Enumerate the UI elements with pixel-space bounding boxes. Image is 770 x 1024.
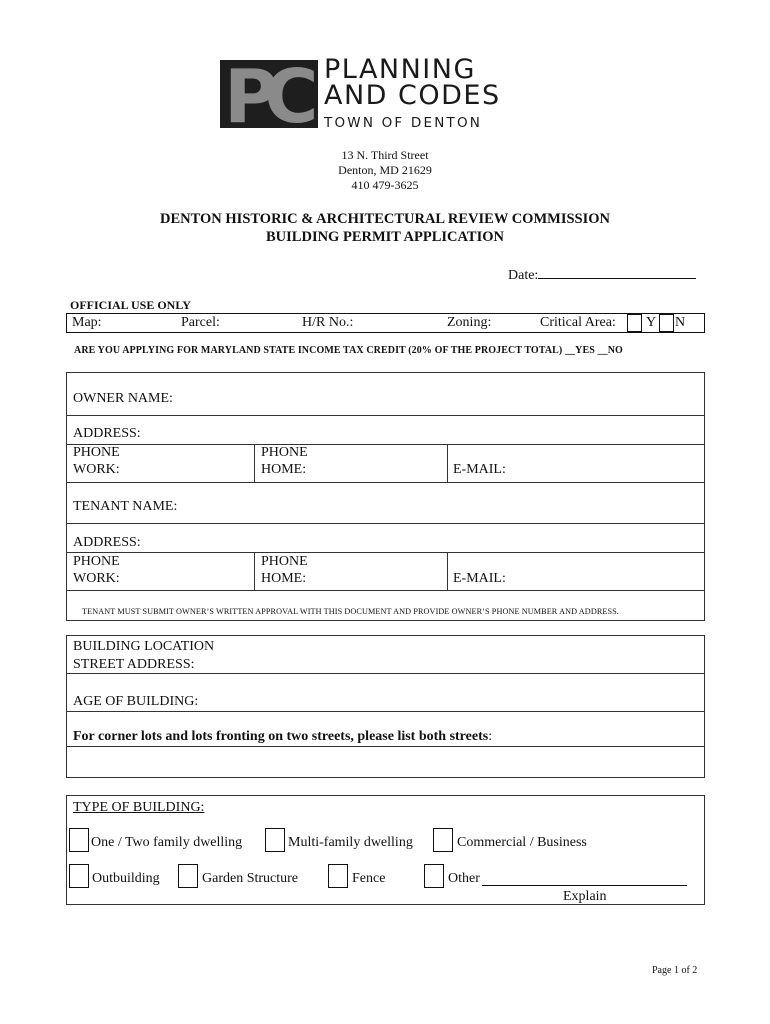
critical-area-yes-label: Y xyxy=(646,315,657,330)
date-line[interactable] xyxy=(538,266,696,279)
zoning-label: Zoning: xyxy=(447,315,492,330)
official-use-box xyxy=(66,313,705,333)
corner-lot-instruction xyxy=(73,728,492,745)
owner-tenant-section xyxy=(66,372,705,621)
divider xyxy=(67,590,704,591)
owner-name-label: OWNER NAME: xyxy=(73,391,173,406)
tenant-email-label: E-MAIL: xyxy=(453,571,506,586)
logo-line2: AND CODES xyxy=(324,80,501,111)
address-street: 13 N. Third Street xyxy=(341,148,429,162)
page-number: Page 1 of 2 xyxy=(652,965,698,976)
outbuilding-label: Outbuilding xyxy=(92,871,160,886)
tenant-address-label: ADDRESS: xyxy=(73,535,141,550)
commercial-business-label: Commercial / Business xyxy=(457,835,587,850)
divider xyxy=(67,552,704,553)
building-location-section xyxy=(66,635,705,778)
logo-line3: TOWN OF DENTON xyxy=(324,115,483,131)
owner-phone-home-label xyxy=(261,444,308,478)
home-label: HOME: xyxy=(261,571,307,586)
divider xyxy=(254,444,255,482)
divider xyxy=(67,673,704,674)
other-explain-line[interactable] xyxy=(482,885,687,886)
date-label: Date: xyxy=(508,268,539,283)
fence-label: Fence xyxy=(352,871,386,886)
phone-label: PHONE xyxy=(261,445,308,460)
building-location-heading: BUILDING LOCATION xyxy=(73,639,215,654)
type-of-building-heading: TYPE OF BUILDING: xyxy=(73,800,205,815)
other-label: Other xyxy=(448,871,480,886)
critical-area-yes-checkbox[interactable] xyxy=(627,314,642,332)
garden-structure-checkbox[interactable] xyxy=(178,864,198,888)
street-address-label: STREET ADDRESS: xyxy=(73,657,195,672)
divider xyxy=(67,482,704,483)
divider xyxy=(67,523,704,524)
tax-credit-question: ARE YOU APPLYING FOR MARYLAND STATE INCOME TAX CREDIT (20% OF THE PROJECT TOTAL) __YES __NO xyxy=(74,345,623,356)
owner-address-label: ADDRESS: xyxy=(73,426,141,441)
outbuilding-checkbox[interactable] xyxy=(69,864,89,888)
type-of-building-section xyxy=(66,795,705,905)
office-phone: 410 479-3625 xyxy=(351,178,419,192)
explain-label: Explain xyxy=(563,889,607,904)
critical-area-no-checkbox[interactable] xyxy=(659,314,674,332)
logo-wordmark xyxy=(324,54,501,131)
title-line1: DENTON HISTORIC & ARCHITECTURAL REVIEW COMMISSION xyxy=(160,211,610,227)
official-use-heading: OFFICIAL USE ONLY xyxy=(70,298,191,312)
divider xyxy=(67,444,704,445)
date-field[interactable] xyxy=(508,266,696,284)
one-two-family-checkbox[interactable] xyxy=(69,828,89,852)
logo-line1: PLANNING xyxy=(324,54,476,85)
pc-monogram-icon xyxy=(220,60,318,128)
phone-label: PHONE xyxy=(261,554,308,569)
phone-label: PHONE xyxy=(73,445,120,460)
divider xyxy=(67,711,704,712)
tenant-phone-home-label xyxy=(261,553,308,587)
other-checkbox[interactable] xyxy=(424,864,444,888)
office-address xyxy=(0,148,770,193)
owner-email-label: E-MAIL: xyxy=(453,462,506,477)
critical-area-no-label: N xyxy=(675,315,686,330)
planning-codes-logo xyxy=(220,54,560,132)
critical-area-label: Critical Area: xyxy=(540,315,616,330)
corner-lot-colon: : xyxy=(488,729,493,744)
divider xyxy=(67,415,704,416)
divider xyxy=(254,552,255,590)
corner-lot-text: For corner lots and lots fronting on two streets, please list both streets xyxy=(73,729,489,744)
map-label: Map: xyxy=(72,315,102,330)
svg-text:PC: PC xyxy=(224,60,305,128)
divider xyxy=(67,746,704,747)
one-two-family-label: One / Two family dwelling xyxy=(91,835,243,850)
form-title xyxy=(0,210,770,246)
divider xyxy=(447,444,448,482)
age-of-building-label: AGE OF BUILDING: xyxy=(73,694,199,709)
garden-structure-label: Garden Structure xyxy=(202,871,299,886)
phone-label: PHONE xyxy=(73,554,120,569)
work-label: WORK: xyxy=(73,571,120,586)
parcel-label: Parcel: xyxy=(181,315,220,330)
tenant-approval-note: TENANT MUST SUBMIT OWNER’S WRITTEN APPROVAL WITH THIS DOCUMENT AND PROVIDE OWNER’S PHONE NUMBER AND ADDRESS. xyxy=(82,607,619,616)
hr-no-label: H/R No.: xyxy=(302,315,354,330)
work-label: WORK: xyxy=(73,462,120,477)
tenant-name-label: TENANT NAME: xyxy=(73,499,178,514)
tenant-phone-work-label xyxy=(73,553,120,587)
address-city: Denton, MD 21629 xyxy=(338,163,432,177)
multi-family-checkbox[interactable] xyxy=(265,828,285,852)
fence-checkbox[interactable] xyxy=(328,864,348,888)
commercial-business-checkbox[interactable] xyxy=(433,828,453,852)
multi-family-label: Multi-family dwelling xyxy=(288,835,413,850)
title-line2: BUILDING PERMIT APPLICATION xyxy=(266,229,504,245)
home-label: HOME: xyxy=(261,462,307,477)
divider xyxy=(447,552,448,590)
owner-phone-work-label xyxy=(73,444,120,478)
